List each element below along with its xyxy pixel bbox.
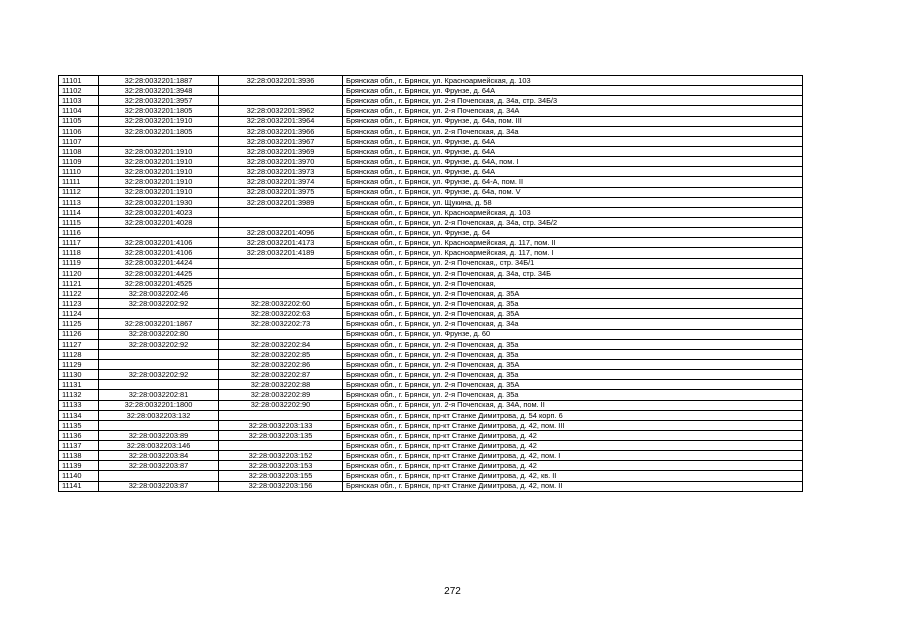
address-cell: Брянская обл., г. Брянск, пр-кт Станке Димитрова, д. 42, кв. II (343, 471, 803, 481)
parcel-cadastral-cell: 32:28:0032201:1887 (99, 76, 219, 86)
table-row (59, 136, 803, 146)
parcel-cadastral-cell: 32:28:0032202:80 (99, 329, 219, 339)
parcel-cadastral-cell: 32:28:0032201:3957 (99, 96, 219, 106)
table-row (59, 207, 803, 217)
table-row (59, 167, 803, 177)
building-cadastral-cell (219, 278, 343, 288)
row-number-cell: 11106 (59, 126, 99, 136)
row-number-cell: 11126 (59, 329, 99, 339)
row-number-cell: 11130 (59, 370, 99, 380)
address-cell: Брянская обл., г. Брянск, ул. Красноармейская, д. 103 (343, 207, 803, 217)
address-cell: Брянская обл., г. Брянск, пр-кт Станке Димитрова, д. 42 (343, 441, 803, 451)
building-cadastral-cell (219, 86, 343, 96)
table-row (59, 248, 803, 258)
building-cadastral-cell: 32:28:0032201:3989 (219, 197, 343, 207)
row-number-cell: 11134 (59, 410, 99, 420)
row-number-cell: 11116 (59, 228, 99, 238)
address-cell: Брянская обл., г. Брянск, ул. Щукина, д. 58 (343, 197, 803, 207)
row-number-cell: 11125 (59, 319, 99, 329)
address-cell: Брянская обл., г. Брянск, ул. 2-я Почепская,, стр. 34Б/1 (343, 258, 803, 268)
table-row (59, 146, 803, 156)
parcel-cadastral-cell (99, 359, 219, 369)
address-cell: Брянская обл., г. Брянск, ул. Фрунзе, д. 60 (343, 329, 803, 339)
parcel-cadastral-cell: 32:28:0032201:4106 (99, 238, 219, 248)
parcel-cadastral-cell: 32:28:0032202:92 (99, 299, 219, 309)
row-number-cell: 11103 (59, 96, 99, 106)
row-number-cell: 11112 (59, 187, 99, 197)
row-number-cell: 11124 (59, 309, 99, 319)
row-number-cell: 11140 (59, 471, 99, 481)
row-number-cell: 11128 (59, 349, 99, 359)
building-cadastral-cell: 32:28:0032203:156 (219, 481, 343, 491)
parcel-cadastral-cell: 32:28:0032201:4424 (99, 258, 219, 268)
table-row (59, 177, 803, 187)
address-cell: Брянская обл., г. Брянск, ул. Фрунзе, д. 64а, пом. III (343, 116, 803, 126)
table-row (59, 288, 803, 298)
building-cadastral-cell (219, 217, 343, 227)
parcel-cadastral-cell: 32:28:0032202:92 (99, 370, 219, 380)
row-number-cell: 11117 (59, 238, 99, 248)
parcel-cadastral-cell: 32:28:0032202:81 (99, 390, 219, 400)
address-cell: Брянская обл., г. Брянск, ул. Фрунзе, д. 64А (343, 146, 803, 156)
building-cadastral-cell: 32:28:0032202:88 (219, 380, 343, 390)
row-number-cell: 11108 (59, 146, 99, 156)
parcel-cadastral-cell: 32:28:0032201:4023 (99, 207, 219, 217)
table-row (59, 157, 803, 167)
parcel-cadastral-cell (99, 380, 219, 390)
address-cell: Брянская обл., г. Брянск, ул. 2-я Почепская, д. 35а (343, 370, 803, 380)
building-cadastral-cell: 32:28:0032201:4096 (219, 228, 343, 238)
address-cell: Брянская обл., г. Брянск, ул. Красноармейская, д. 117, пом. I (343, 248, 803, 258)
building-cadastral-cell: 32:28:0032201:3962 (219, 106, 343, 116)
parcel-cadastral-cell: 32:28:0032201:1800 (99, 400, 219, 410)
address-cell: Брянская обл., г. Брянск, ул. 2-я Почепская, д. 35а (343, 339, 803, 349)
building-cadastral-cell: 32:28:0032201:3966 (219, 126, 343, 136)
address-cell: Брянская обл., г. Брянск, ул. 2-я Почепская, д. 35а (343, 390, 803, 400)
building-cadastral-cell: 32:28:0032202:85 (219, 349, 343, 359)
parcel-cadastral-cell: 32:28:0032203:87 (99, 461, 219, 471)
row-number-cell: 11131 (59, 380, 99, 390)
building-cadastral-cell: 32:28:0032202:90 (219, 400, 343, 410)
table-row (59, 76, 803, 86)
building-cadastral-cell: 32:28:0032201:3975 (219, 187, 343, 197)
building-cadastral-cell: 32:28:0032201:3964 (219, 116, 343, 126)
row-number-cell: 11120 (59, 268, 99, 278)
building-cadastral-cell (219, 288, 343, 298)
building-cadastral-cell: 32:28:0032201:4173 (219, 238, 343, 248)
parcel-cadastral-cell (99, 471, 219, 481)
table-row (59, 349, 803, 359)
building-cadastral-cell (219, 410, 343, 420)
parcel-cadastral-cell: 32:28:0032201:4106 (99, 248, 219, 258)
table-row (59, 126, 803, 136)
registry-table (58, 75, 803, 492)
address-cell: Брянская обл., г. Брянск, ул. Фрунзе, д. 64А, пом. I (343, 157, 803, 167)
table-row (59, 238, 803, 248)
row-number-cell: 11110 (59, 167, 99, 177)
address-cell: Брянская обл., г. Брянск, ул. Красноармейская, д. 117, пом. II (343, 238, 803, 248)
row-number-cell: 11137 (59, 441, 99, 451)
table-row (59, 106, 803, 116)
parcel-cadastral-cell (99, 228, 219, 238)
address-cell: Брянская обл., г. Брянск, ул. 2-я Почепская, (343, 278, 803, 288)
row-number-cell: 11139 (59, 461, 99, 471)
address-cell: Брянская обл., г. Брянск, ул. 2-я Почепская, д. 35А (343, 359, 803, 369)
address-cell: Брянская обл., г. Брянск, ул. Фрунзе, д. 64А (343, 167, 803, 177)
row-number-cell: 11113 (59, 197, 99, 207)
building-cadastral-cell (219, 207, 343, 217)
row-number-cell: 11141 (59, 481, 99, 491)
table-row (59, 217, 803, 227)
address-cell: Брянская обл., г. Брянск, пр-кт Станке Димитрова, д. 54 корп. 6 (343, 410, 803, 420)
table-row (59, 86, 803, 96)
row-number-cell: 11136 (59, 430, 99, 440)
parcel-cadastral-cell: 32:28:0032202:46 (99, 288, 219, 298)
table-row (59, 380, 803, 390)
row-number-cell: 11118 (59, 248, 99, 258)
row-number-cell: 11115 (59, 217, 99, 227)
row-number-cell: 11101 (59, 76, 99, 86)
table-row (59, 268, 803, 278)
table-row (59, 278, 803, 288)
address-cell: Брянская обл., г. Брянск, ул. 2-я Почепская, д. 34а (343, 319, 803, 329)
address-cell: Брянская обл., г. Брянск, ул. Фрунзе, д. 64А (343, 86, 803, 96)
table-row (59, 441, 803, 451)
row-number-cell: 11107 (59, 136, 99, 146)
address-cell: Брянская обл., г. Брянск, ул. Фрунзе, д. 64А (343, 136, 803, 146)
row-number-cell: 11122 (59, 288, 99, 298)
parcel-cadastral-cell: 32:28:0032201:1910 (99, 116, 219, 126)
building-cadastral-cell: 32:28:0032203:153 (219, 461, 343, 471)
parcel-cadastral-cell: 32:28:0032201:1910 (99, 167, 219, 177)
address-cell: Брянская обл., г. Брянск, ул. 2-я Почепская, д. 34а, стр. 34Б (343, 268, 803, 278)
building-cadastral-cell: 32:28:0032203:133 (219, 420, 343, 430)
row-number-cell: 11121 (59, 278, 99, 288)
building-cadastral-cell: 32:28:0032202:63 (219, 309, 343, 319)
parcel-cadastral-cell (99, 420, 219, 430)
registry-table-body (59, 76, 803, 492)
building-cadastral-cell: 32:28:0032203:135 (219, 430, 343, 440)
address-cell: Брянская обл., г. Брянск, ул. 2-я Почепская, д. 34А (343, 106, 803, 116)
building-cadastral-cell: 32:28:0032201:3974 (219, 177, 343, 187)
parcel-cadastral-cell: 32:28:0032201:1867 (99, 319, 219, 329)
address-cell: Брянская обл., г. Брянск, пр-кт Станке Димитрова, д. 42, пом. III (343, 420, 803, 430)
parcel-cadastral-cell: 32:28:0032203:146 (99, 441, 219, 451)
address-cell: Брянская обл., г. Брянск, ул. 2-я Почепская, д. 35А (343, 288, 803, 298)
address-cell: Брянская обл., г. Брянск, ул. 2-я Почепская, д. 34а, стр. 34Б/2 (343, 217, 803, 227)
table-row (59, 481, 803, 491)
row-number-cell: 11105 (59, 116, 99, 126)
parcel-cadastral-cell: 32:28:0032201:4425 (99, 268, 219, 278)
building-cadastral-cell: 32:28:0032201:3969 (219, 146, 343, 156)
address-cell: Брянская обл., г. Брянск, ул. Фрунзе, д. 64 (343, 228, 803, 238)
building-cadastral-cell (219, 268, 343, 278)
table-row (59, 187, 803, 197)
parcel-cadastral-cell: 32:28:0032201:3948 (99, 86, 219, 96)
parcel-cadastral-cell (99, 309, 219, 319)
row-number-cell: 11111 (59, 177, 99, 187)
table-row (59, 430, 803, 440)
building-cadastral-cell: 32:28:0032201:3936 (219, 76, 343, 86)
parcel-cadastral-cell: 32:28:0032203:87 (99, 481, 219, 491)
building-cadastral-cell (219, 329, 343, 339)
building-cadastral-cell: 32:28:0032202:73 (219, 319, 343, 329)
address-cell: Брянская обл., г. Брянск, ул. 2-я Почепская, д. 34А, пом. II (343, 400, 803, 410)
table-row (59, 400, 803, 410)
parcel-cadastral-cell: 32:28:0032201:1910 (99, 177, 219, 187)
table-row (59, 359, 803, 369)
row-number-cell: 11135 (59, 420, 99, 430)
table-row (59, 471, 803, 481)
page-number: 272 (444, 586, 461, 597)
table-row (59, 197, 803, 207)
parcel-cadastral-cell: 32:28:0032201:4028 (99, 217, 219, 227)
table-row (59, 116, 803, 126)
table-row (59, 410, 803, 420)
table-row (59, 228, 803, 238)
row-number-cell: 11104 (59, 106, 99, 116)
table-row (59, 329, 803, 339)
address-cell: Брянская обл., г. Брянск, пр-кт Станке Димитрова, д. 42 (343, 430, 803, 440)
address-cell: Брянская обл., г. Брянск, ул. Фрунзе, д. 64а, пом. V (343, 187, 803, 197)
parcel-cadastral-cell: 32:28:0032201:1930 (99, 197, 219, 207)
table-row (59, 299, 803, 309)
address-cell: Брянская обл., г. Брянск, пр-кт Станке Димитрова, д. 42 (343, 461, 803, 471)
parcel-cadastral-cell: 32:28:0032201:1910 (99, 146, 219, 156)
building-cadastral-cell: 32:28:0032203:152 (219, 451, 343, 461)
table-row (59, 390, 803, 400)
parcel-cadastral-cell (99, 136, 219, 146)
parcel-cadastral-cell: 32:28:0032201:1805 (99, 106, 219, 116)
table-row (59, 461, 803, 471)
row-number-cell: 11119 (59, 258, 99, 268)
parcel-cadastral-cell (99, 349, 219, 359)
table-row (59, 370, 803, 380)
row-number-cell: 11109 (59, 157, 99, 167)
building-cadastral-cell (219, 96, 343, 106)
table-row (59, 451, 803, 461)
building-cadastral-cell: 32:28:0032202:89 (219, 390, 343, 400)
address-cell: Брянская обл., г. Брянск, ул. Фрунзе, д. 64-А, пом. II (343, 177, 803, 187)
building-cadastral-cell: 32:28:0032202:86 (219, 359, 343, 369)
building-cadastral-cell: 32:28:0032202:60 (219, 299, 343, 309)
building-cadastral-cell: 32:28:0032201:4189 (219, 248, 343, 258)
building-cadastral-cell: 32:28:0032202:84 (219, 339, 343, 349)
building-cadastral-cell: 32:28:0032201:3967 (219, 136, 343, 146)
parcel-cadastral-cell: 32:28:0032203:132 (99, 410, 219, 420)
table-row (59, 96, 803, 106)
parcel-cadastral-cell: 32:28:0032203:84 (99, 451, 219, 461)
address-cell: Брянская обл., г. Брянск, ул. 2-я Почепская, д. 35а (343, 349, 803, 359)
parcel-cadastral-cell: 32:28:0032201:1805 (99, 126, 219, 136)
row-number-cell: 11132 (59, 390, 99, 400)
table-row (59, 258, 803, 268)
row-number-cell: 11127 (59, 339, 99, 349)
address-cell: Брянская обл., г. Брянск, ул. 2-я Почепская, д. 34а (343, 126, 803, 136)
parcel-cadastral-cell: 32:28:0032201:4525 (99, 278, 219, 288)
row-number-cell: 11114 (59, 207, 99, 217)
table-row (59, 420, 803, 430)
building-cadastral-cell: 32:28:0032201:3973 (219, 167, 343, 177)
building-cadastral-cell: 32:28:0032203:155 (219, 471, 343, 481)
row-number-cell: 11102 (59, 86, 99, 96)
row-number-cell: 11123 (59, 299, 99, 309)
row-number-cell: 11138 (59, 451, 99, 461)
row-number-cell: 11129 (59, 359, 99, 369)
address-cell: Брянская обл., г. Брянск, ул. 2-я Почепская, д. 35А (343, 309, 803, 319)
address-cell: Брянская обл., г. Брянск, ул. 2-я Почепская, д. 35а (343, 299, 803, 309)
row-number-cell: 11133 (59, 400, 99, 410)
address-cell: Брянская обл., г. Брянск, ул. 2-я Почепская, д. 34а, стр. 34Б/3 (343, 96, 803, 106)
table-row (59, 339, 803, 349)
parcel-cadastral-cell: 32:28:0032202:92 (99, 339, 219, 349)
building-cadastral-cell: 32:28:0032201:3970 (219, 157, 343, 167)
address-cell: Брянская обл., г. Брянск, пр-кт Станке Димитрова, д. 42, пом. II (343, 481, 803, 491)
parcel-cadastral-cell: 32:28:0032203:89 (99, 430, 219, 440)
address-cell: Брянская обл., г. Брянск, пр-кт Станке Димитрова, д. 42, пом. I (343, 451, 803, 461)
parcel-cadastral-cell: 32:28:0032201:1910 (99, 157, 219, 167)
address-cell: Брянская обл., г. Брянск, ул. 2-я Почепская, д. 35А (343, 380, 803, 390)
building-cadastral-cell (219, 441, 343, 451)
building-cadastral-cell (219, 258, 343, 268)
address-cell: Брянская обл., г. Брянск, ул. Красноармейская, д. 103 (343, 76, 803, 86)
building-cadastral-cell: 32:28:0032202:87 (219, 370, 343, 380)
parcel-cadastral-cell: 32:28:0032201:1910 (99, 187, 219, 197)
table-row (59, 319, 803, 329)
table-row (59, 309, 803, 319)
